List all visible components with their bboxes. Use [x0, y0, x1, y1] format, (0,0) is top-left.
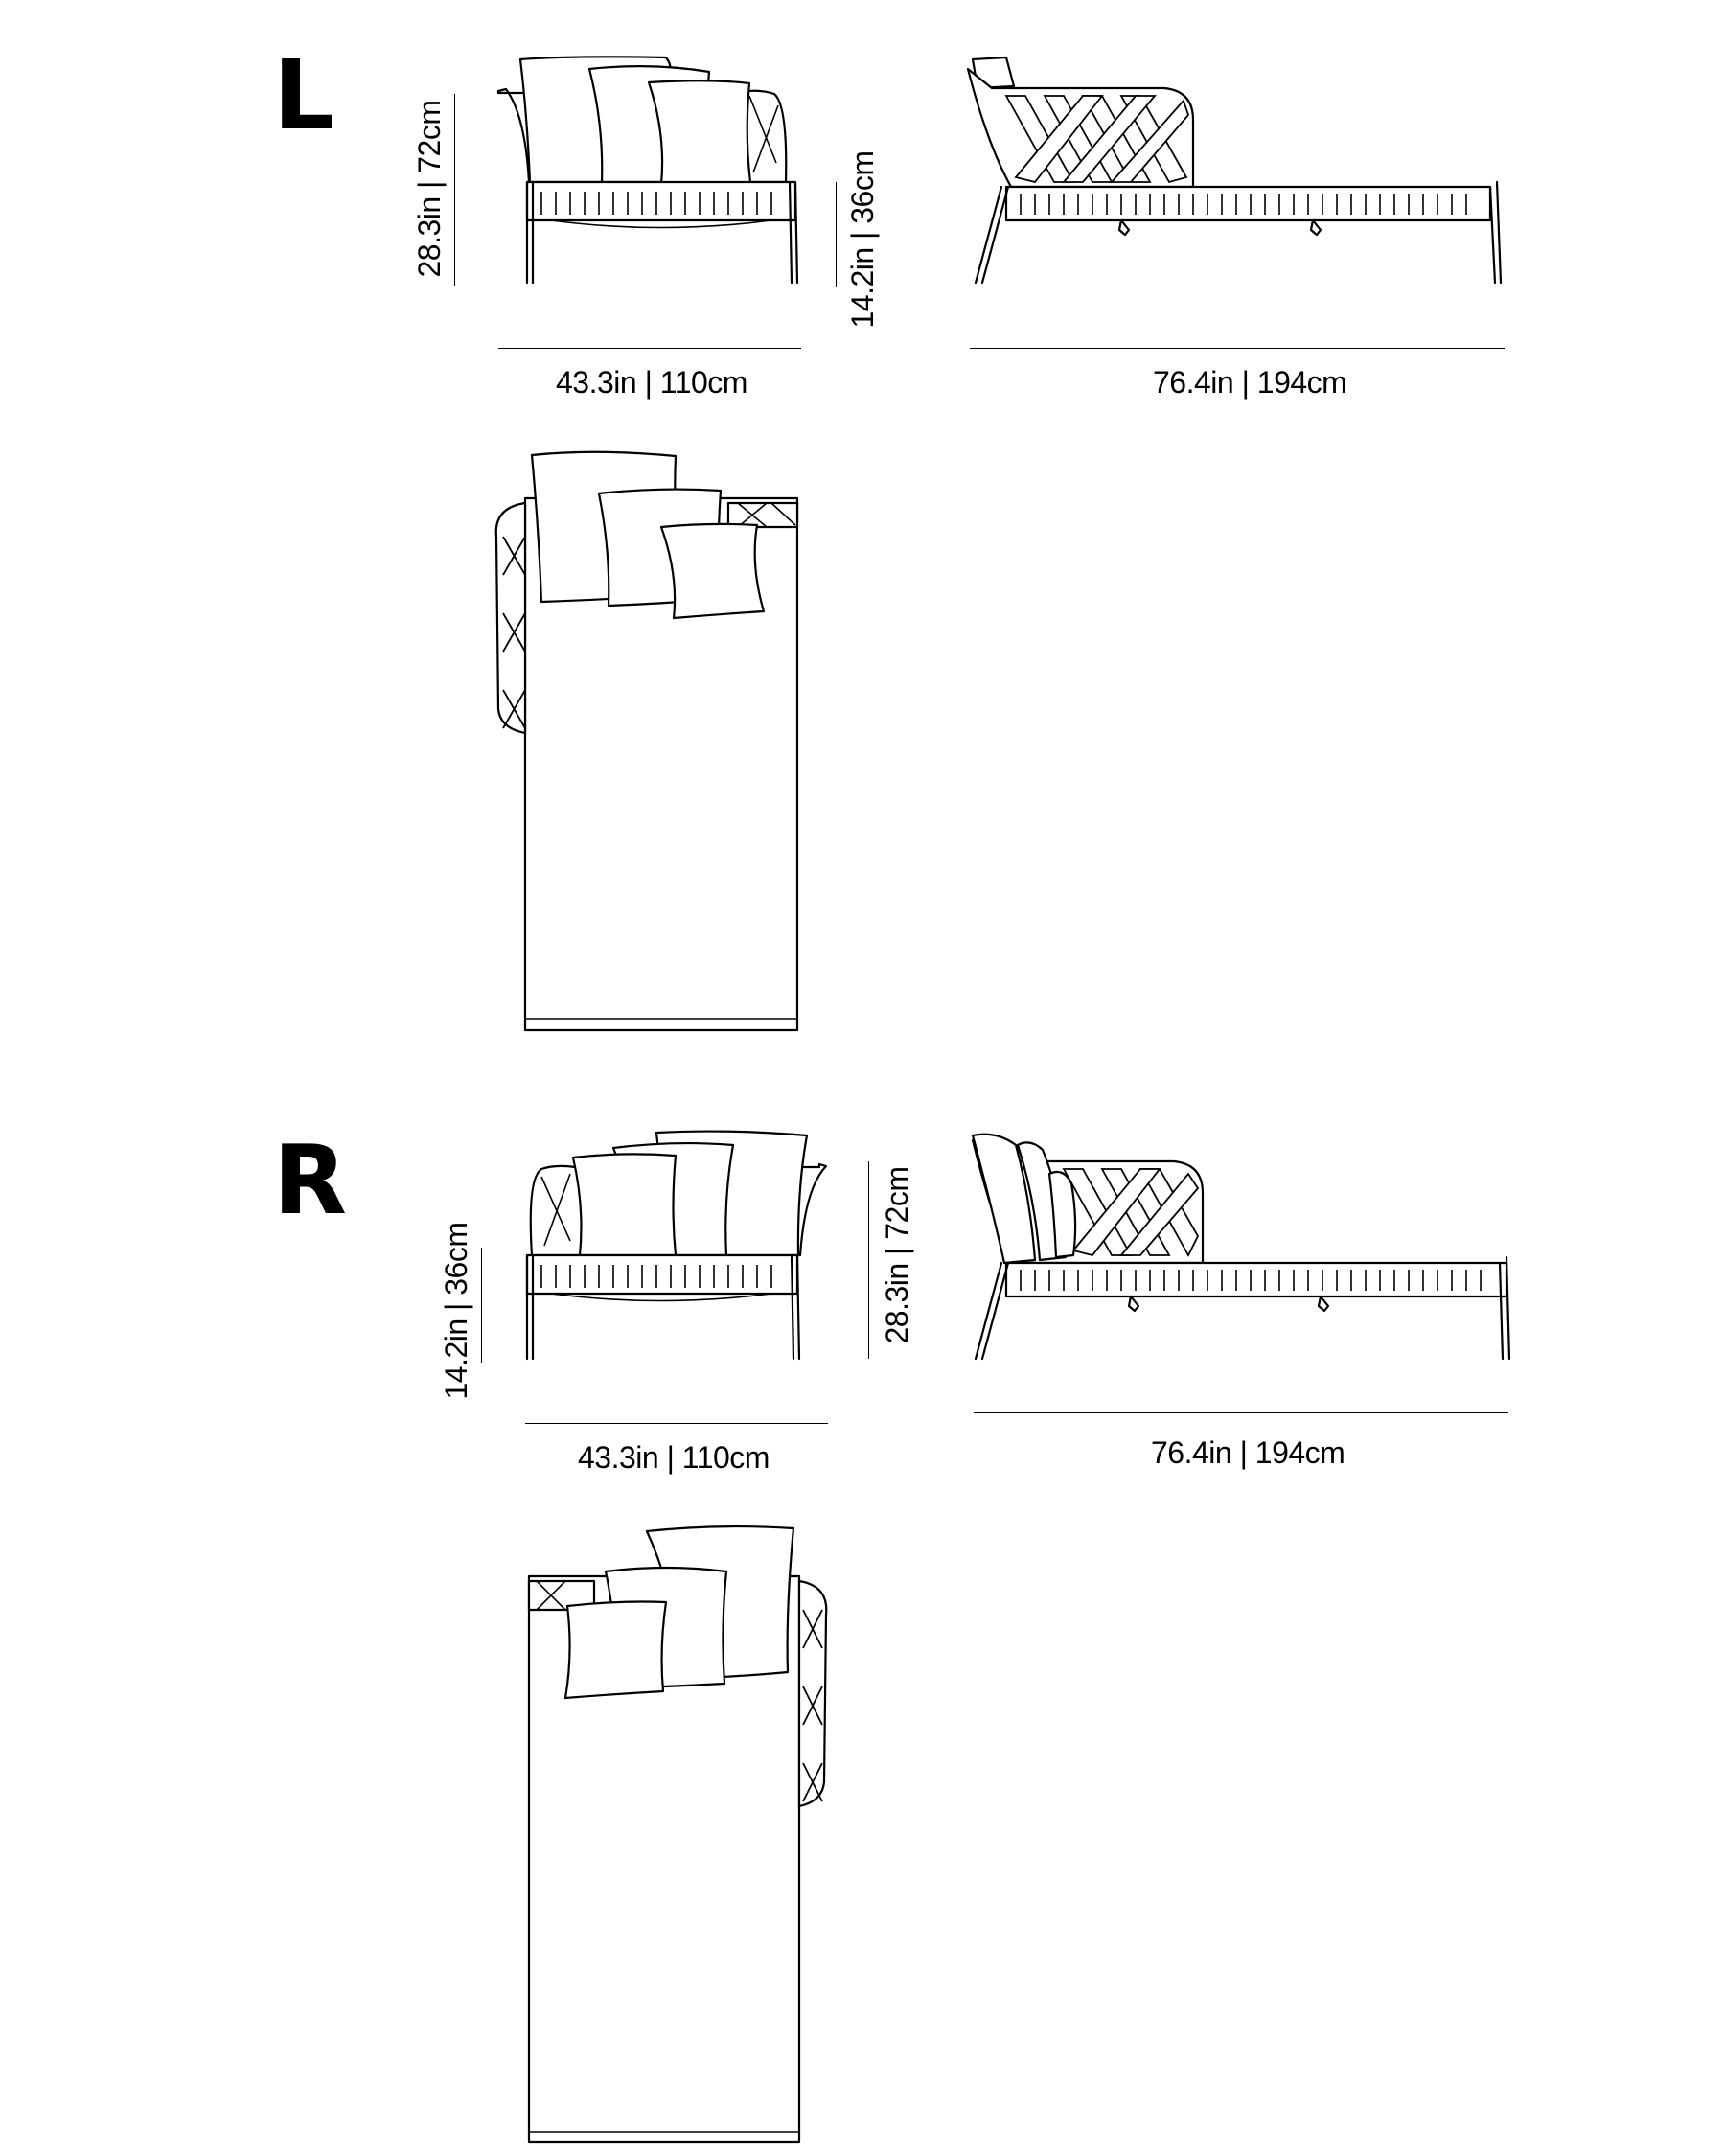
- right-front-width-label: 43.3in | 110cm: [578, 1440, 770, 1475]
- left-front-height-label: 28.3in | 72cm: [412, 100, 447, 278]
- right-top-chaise: [529, 1526, 826, 2142]
- section-label-right: R: [273, 1124, 348, 1236]
- left-seat-height-label: 14.2in | 36cm: [845, 150, 880, 329]
- top-pillow-3: [565, 1602, 666, 1699]
- left-front-width-label: 43.3in | 110cm: [556, 365, 748, 400]
- right-side-length-label: 76.4in | 194cm: [1151, 1435, 1346, 1470]
- section-label-left: L: [273, 39, 334, 151]
- right-seat-height-label: 14.2in | 36cm: [439, 1222, 473, 1400]
- right-front-height-label: 28.3in | 72cm: [880, 1166, 914, 1344]
- left-side-length-label: 76.4in | 194cm: [1153, 365, 1347, 400]
